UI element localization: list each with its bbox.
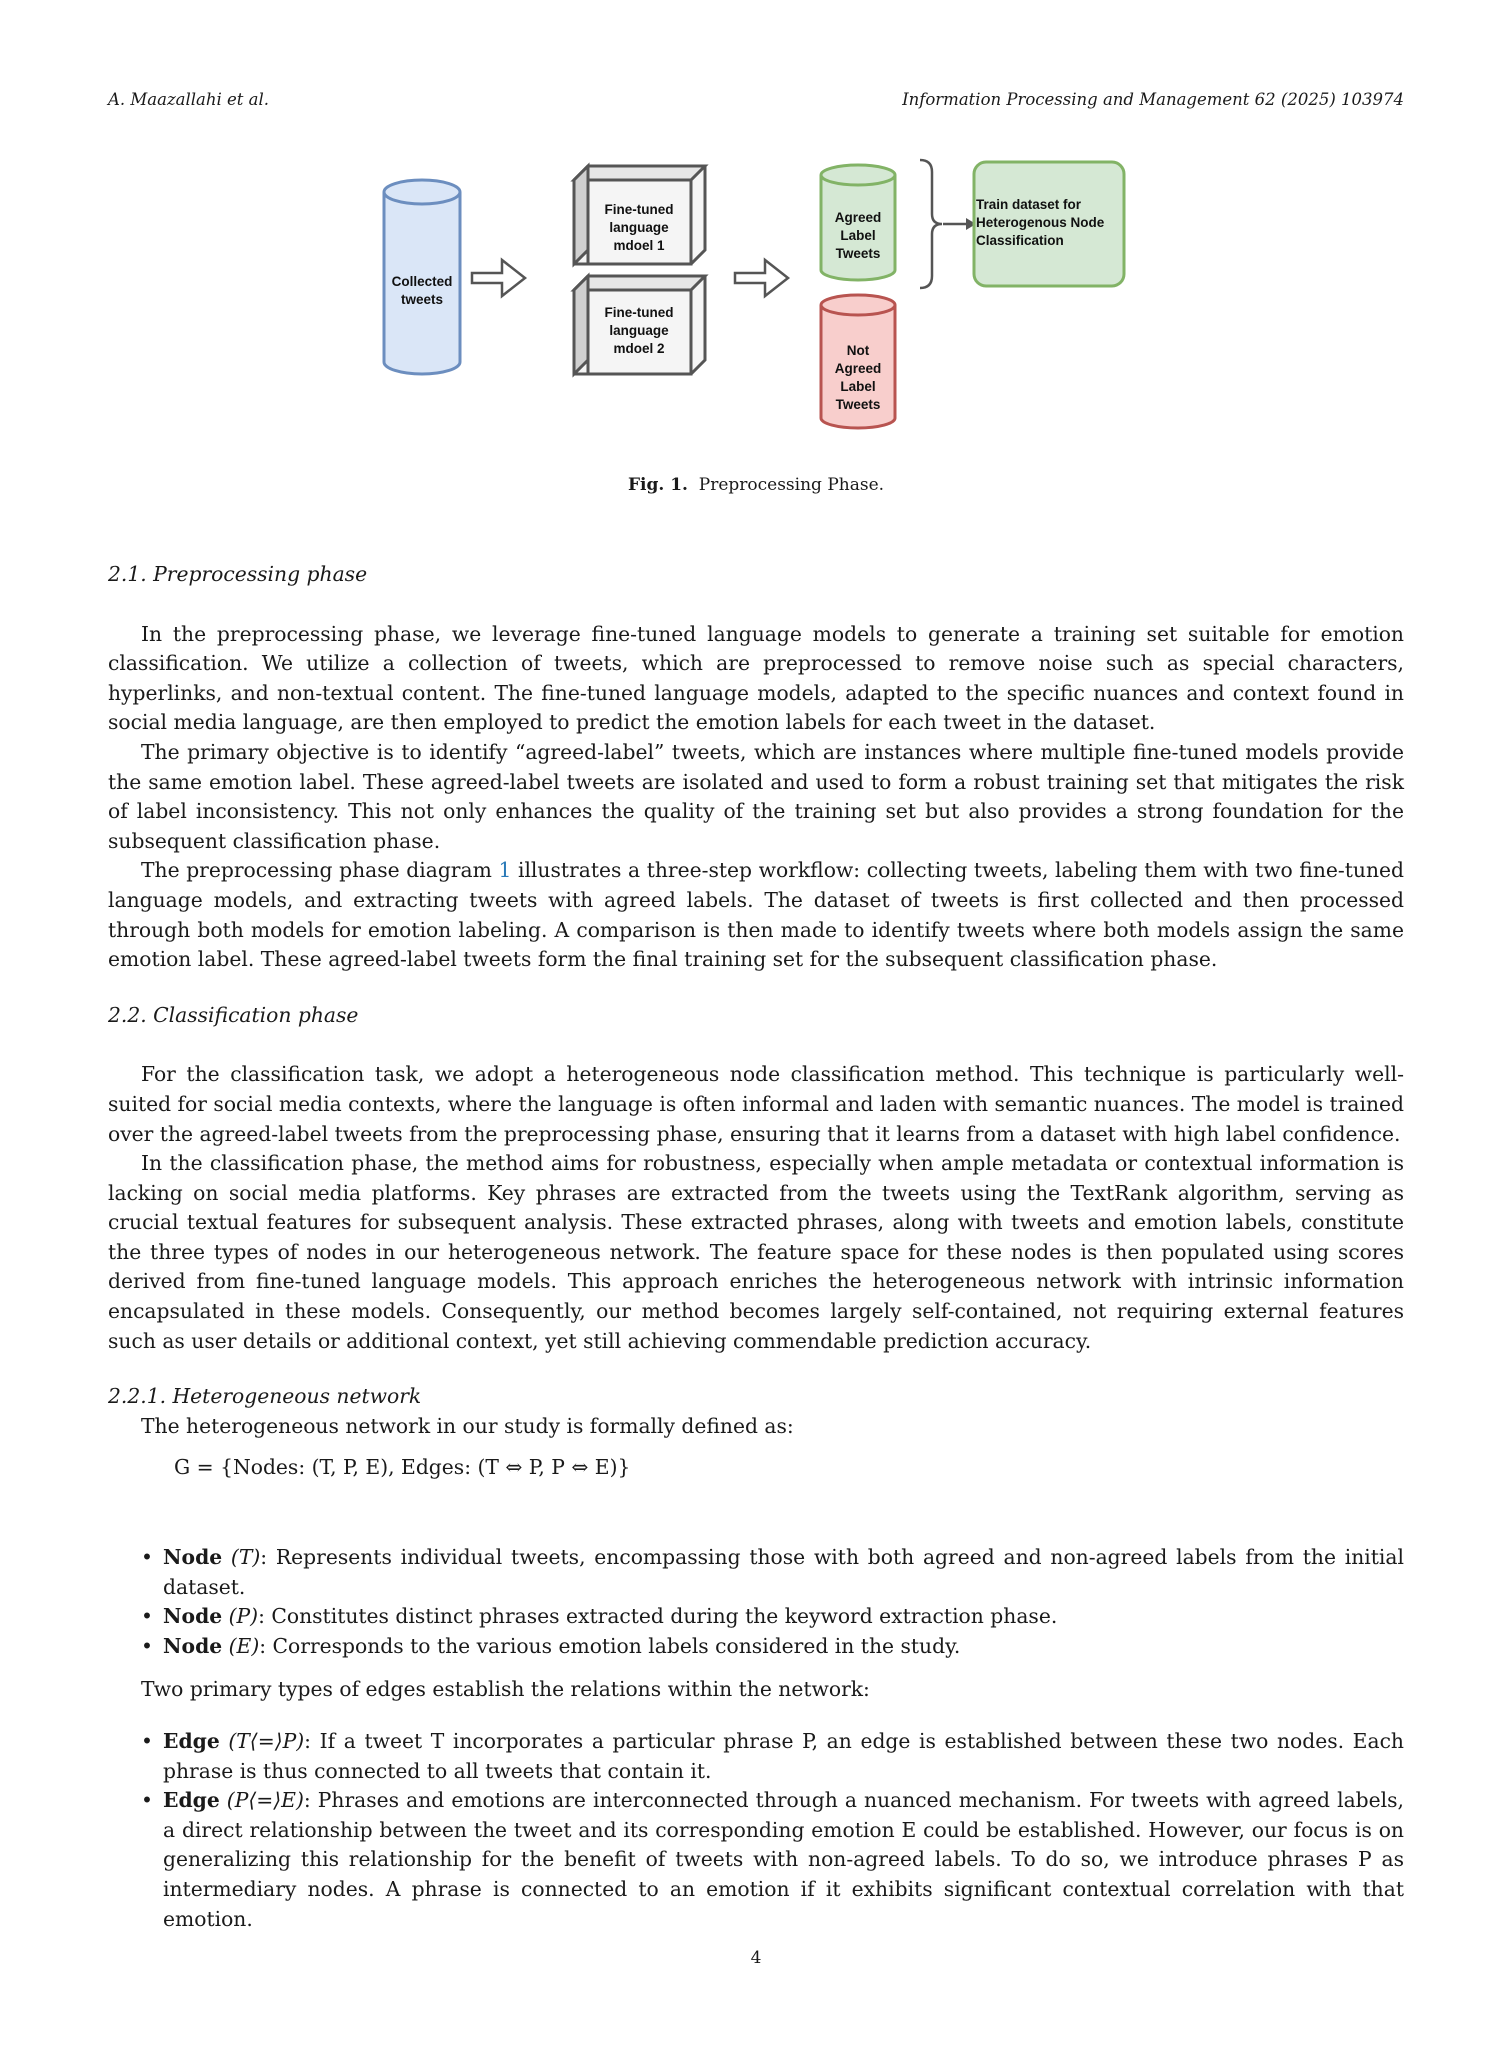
list-item (141, 1632, 1404, 1662)
model2-line2: language (609, 323, 669, 338)
list-item-symbol: (P) (222, 1604, 259, 1629)
agreed-line3: Tweets (835, 246, 881, 261)
collected-label-line1: Collected (391, 274, 453, 289)
page-number: 4 (750, 1948, 762, 1968)
collected-tweets-cylinder (384, 180, 460, 374)
running-header-authors: A. Maazallahi et al. (108, 90, 270, 109)
figure-reference-link[interactable]: 1 (498, 858, 512, 883)
list-item-symbol: (T⟨=⟩P) (219, 1729, 305, 1753)
section-2-2-heading: 2.2. Classification phase (108, 1002, 359, 1027)
preprocessing-diagram (370, 150, 1140, 440)
list-item (141, 1602, 1404, 1632)
model1-line1: Fine-tuned (604, 202, 674, 217)
train-line3: Classification (976, 233, 1064, 248)
arrow-right-icon (472, 260, 525, 296)
paragraph-text: illustrates a three-step workflow: collecting tweets, labeling them with two fine-tuned language models, and extracting tweets with agreed labels. The dataset of tweets is first collected and then processed through both models for emotion labeling. A comparison is then made to identify tweets where both models assign the same emotion label. These agreed-label tweets form the final training set for the subsequent classification phase. (108, 858, 1405, 972)
not-agreed-line1: Not (846, 343, 870, 358)
list-item-text: : Phrases and emotions are interconnected through a nuanced mechanism. For tweets with agreed labels, a direct relationship between the tweet and its corresponding emotion E could be established. However, our focus is on generalizing this relationship for the benefit of tweets with non-agreed labels. To do so, we introduce phrases P as intermediary nodes. A phrase is connected to an emotion if it exhibits significant contextual correlation with that emotion. (163, 1788, 1405, 1931)
model-1-box (574, 166, 705, 264)
main-text (108, 560, 1404, 1934)
list-item (141, 1727, 1404, 1786)
collected-label-line2: tweets (400, 292, 444, 307)
list-item-text: : Constitutes distinct phrases extracted during the keyword extraction phase. (258, 1604, 1058, 1629)
curly-brace-icon (920, 160, 942, 288)
arrow-to-train-icon (943, 218, 976, 230)
not-agreed-line4: Tweets (835, 397, 881, 412)
figure-caption-label: Fig. 1. (627, 475, 688, 495)
train-line2: Heterogenous Node (976, 215, 1105, 230)
list-item (141, 1786, 1404, 1934)
model1-line3: mdoel 1 (613, 238, 665, 253)
list-item-text: : If a tweet T incorporates a particular phrase P, an edge is established between these two nodes. Each phrase is thus connected to all tweets that contain it. (163, 1729, 1404, 1783)
train-dataset-box (974, 162, 1124, 286)
model2-line3: mdoel 2 (613, 341, 665, 356)
not-agreed-line3: Label (840, 379, 876, 394)
section-2-2-1-heading: 2.2.1. Heterogeneous network (108, 1384, 422, 1409)
not-agreed-line2: Agreed (834, 361, 882, 376)
list-item-symbol: (E) (222, 1633, 260, 1658)
list-item-text: : Represents individual tweets, encompassing those with both agreed and non-agreed labels from the initial dataset. (163, 1545, 1404, 1599)
equation: G = {Nodes: (T, P, E), Edges: (T ⇔ P, P ⇔ E)} (174, 1455, 631, 1480)
paragraph (108, 856, 1404, 974)
section-2-1-heading: 2.1. Preprocessing phase (108, 562, 368, 586)
paragraph: The heterogeneous network in our study is formally defined as: (141, 1413, 794, 1438)
list-item (141, 1543, 1404, 1602)
running-header-journal: Information Processing and Management 62 (2025) 103974 (902, 90, 1404, 109)
paragraph: Two primary types of edges establish the relations within the network: (141, 1677, 870, 1702)
train-line1: Train dataset for (976, 197, 1082, 212)
list-item-bold: Node (163, 1633, 223, 1658)
list-item-bold: Node (163, 1545, 223, 1570)
agreed-line1: Agreed (834, 210, 882, 225)
arrow-right-icon (735, 260, 788, 296)
paragraph: For the classification task, we adopt a heterogeneous node classification method. This technique is particularly well-suited for social media contexts, where the language is often informal and laden with semantic nuances. The model is trained over the agreed-label tweets from the preprocessing phase, ensuring that it learns from a dataset with high label confidence. (108, 1062, 1404, 1146)
paragraph: In the classification phase, the method aims for robustness, especially when ample metadata or contextual information is lacking on social media platforms. Key phrases are extracted from the tweets using the TextRank algorithm, serving as crucial textual features for subsequent analysis. These extracted phrases, along with tweets and emotion labels, constitute the three types of nodes in our heterogeneous network. The feature space for these nodes is then populated using scores derived from fine-tuned language models. This approach enriches the heterogeneous network with intrinsic information encapsulated in these models. Consequently, our method becomes largely self-contained, not requiring external features such as user details or additional context, yet still achieving commendable prediction accuracy. (108, 1151, 1404, 1353)
paragraph: In the preprocessing phase, we leverage fine-tuned language models to generate a training set suitable for emotion classification. We utilize a collection of tweets, which are preprocessed to remove noise such as special characters, hyperlinks, and non-textual content. The fine-tuned language models, adapted to the specific nuances and context found in social media language, are then employed to predict the emotion labels for each tweet in the dataset. (108, 621, 1404, 735)
model1-line2: language (609, 220, 669, 235)
figure-caption-text: Preprocessing Phase. (698, 475, 885, 495)
list-item-symbol: (P⟨=⟩E) (219, 1788, 304, 1813)
model-2-box (574, 276, 705, 374)
figure-caption (0, 475, 1512, 495)
list-item-bold: Node (163, 1604, 223, 1629)
paragraph: The primary objective is to identify “agreed-label” tweets, which are instances where multiple fine-tuned models provide the same emotion label. These agreed-label tweets are isolated and used to form a robust training set that mitigates the risk of label inconsistency. This not only enhances the quality of the training set but also provides a strong foundation for the subsequent classification phase. (108, 739, 1404, 853)
list-item-bold: Edge (163, 1788, 220, 1813)
edge-list (108, 1727, 1404, 1934)
model2-line1: Fine-tuned (604, 305, 674, 320)
not-agreed-label-cylinder (821, 295, 895, 428)
node-list (108, 1543, 1404, 1661)
agreed-label-cylinder (821, 165, 895, 280)
agreed-line2: Label (840, 228, 876, 243)
list-item-text: : Corresponds to the various emotion labels considered in the study. (259, 1633, 961, 1658)
paragraph-text: The preprocessing phase diagram (141, 858, 499, 883)
list-item-symbol: (T) (222, 1545, 261, 1570)
list-item-bold: Edge (163, 1729, 220, 1753)
